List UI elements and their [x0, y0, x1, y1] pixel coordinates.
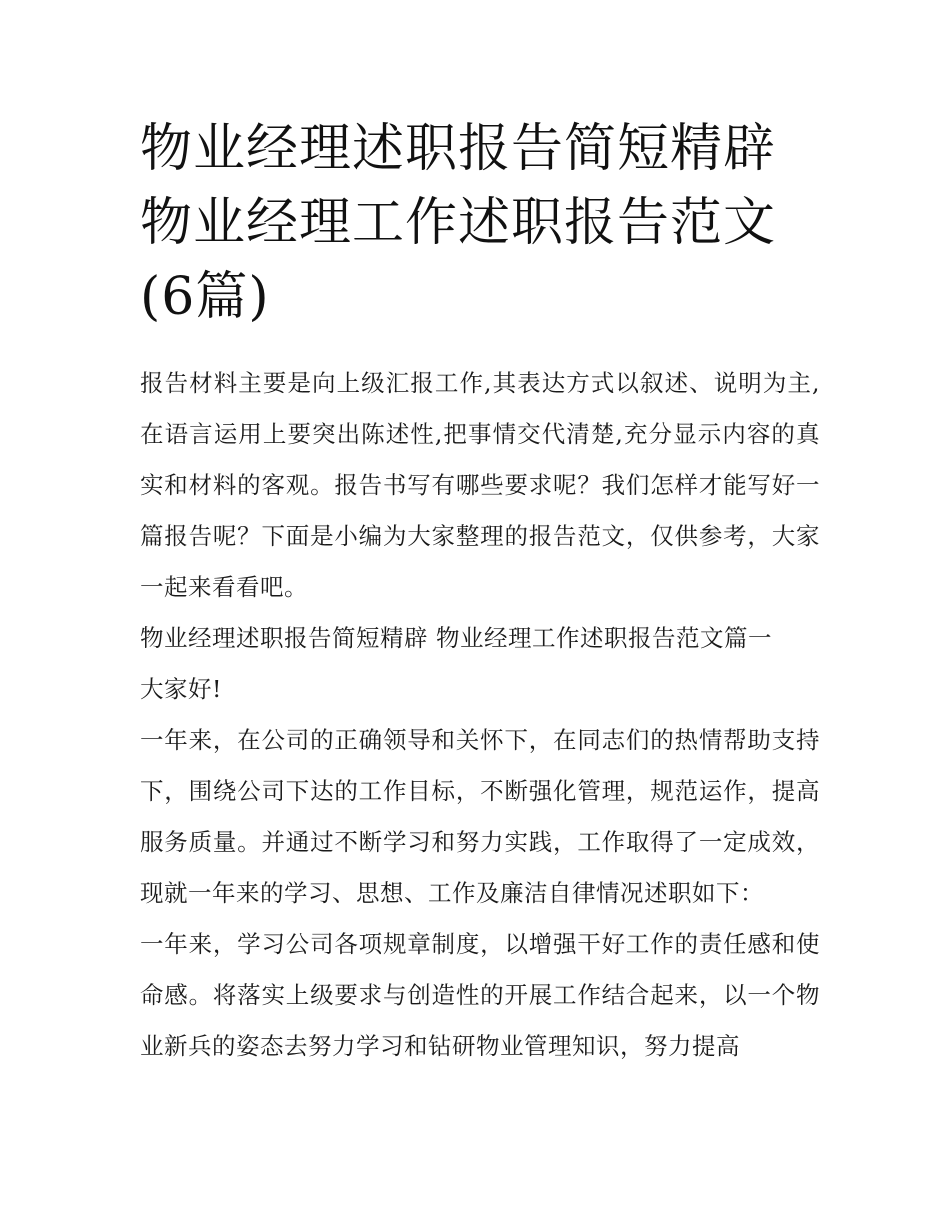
- greeting-paragraph: 大家好!: [140, 675, 222, 703]
- body-paragraph: 一年来，在公司的正确领导和关怀下，在同志们的热情帮助支持下，围绕公司下达的工作目标，不断强化管理，规范运作，提高服务质量。并通过不断学习和努力实践，工作取得了一定成效，现就一年来的学习、思想、工作及廉洁自律情况述职如下：: [140, 726, 820, 907]
- body-paragraph: 一年来，学习公司各项规章制度，以增强干好工作的责任感和使命感。将落实上级要求与创造性的开展工作结合起来，以一个物业新兵的姿态去努力学习和钻研物业管理知识，努力提高: [140, 930, 820, 1060]
- intro-paragraph: 报告材料主要是向上级汇报工作,其表达方式以叙述、说明为主,在语言运用上要突出陈述性,把事情交代清楚,充分显示内容的真实和材料的客观。报告书写有哪些要求呢？我们怎样才能写好一篇报告呢？下面是小编为大家整理的报告范文，仅供参考，大家一起来看看吧。: [140, 369, 820, 601]
- document-title: 物业经理述职报告简短精辟 物业经理工作述职报告范文(6篇): [140, 119, 777, 327]
- document-body: [140, 358, 820, 1072]
- section-heading: 物业经理述职报告简短精辟 物业经理工作述职报告范文篇一: [140, 624, 772, 652]
